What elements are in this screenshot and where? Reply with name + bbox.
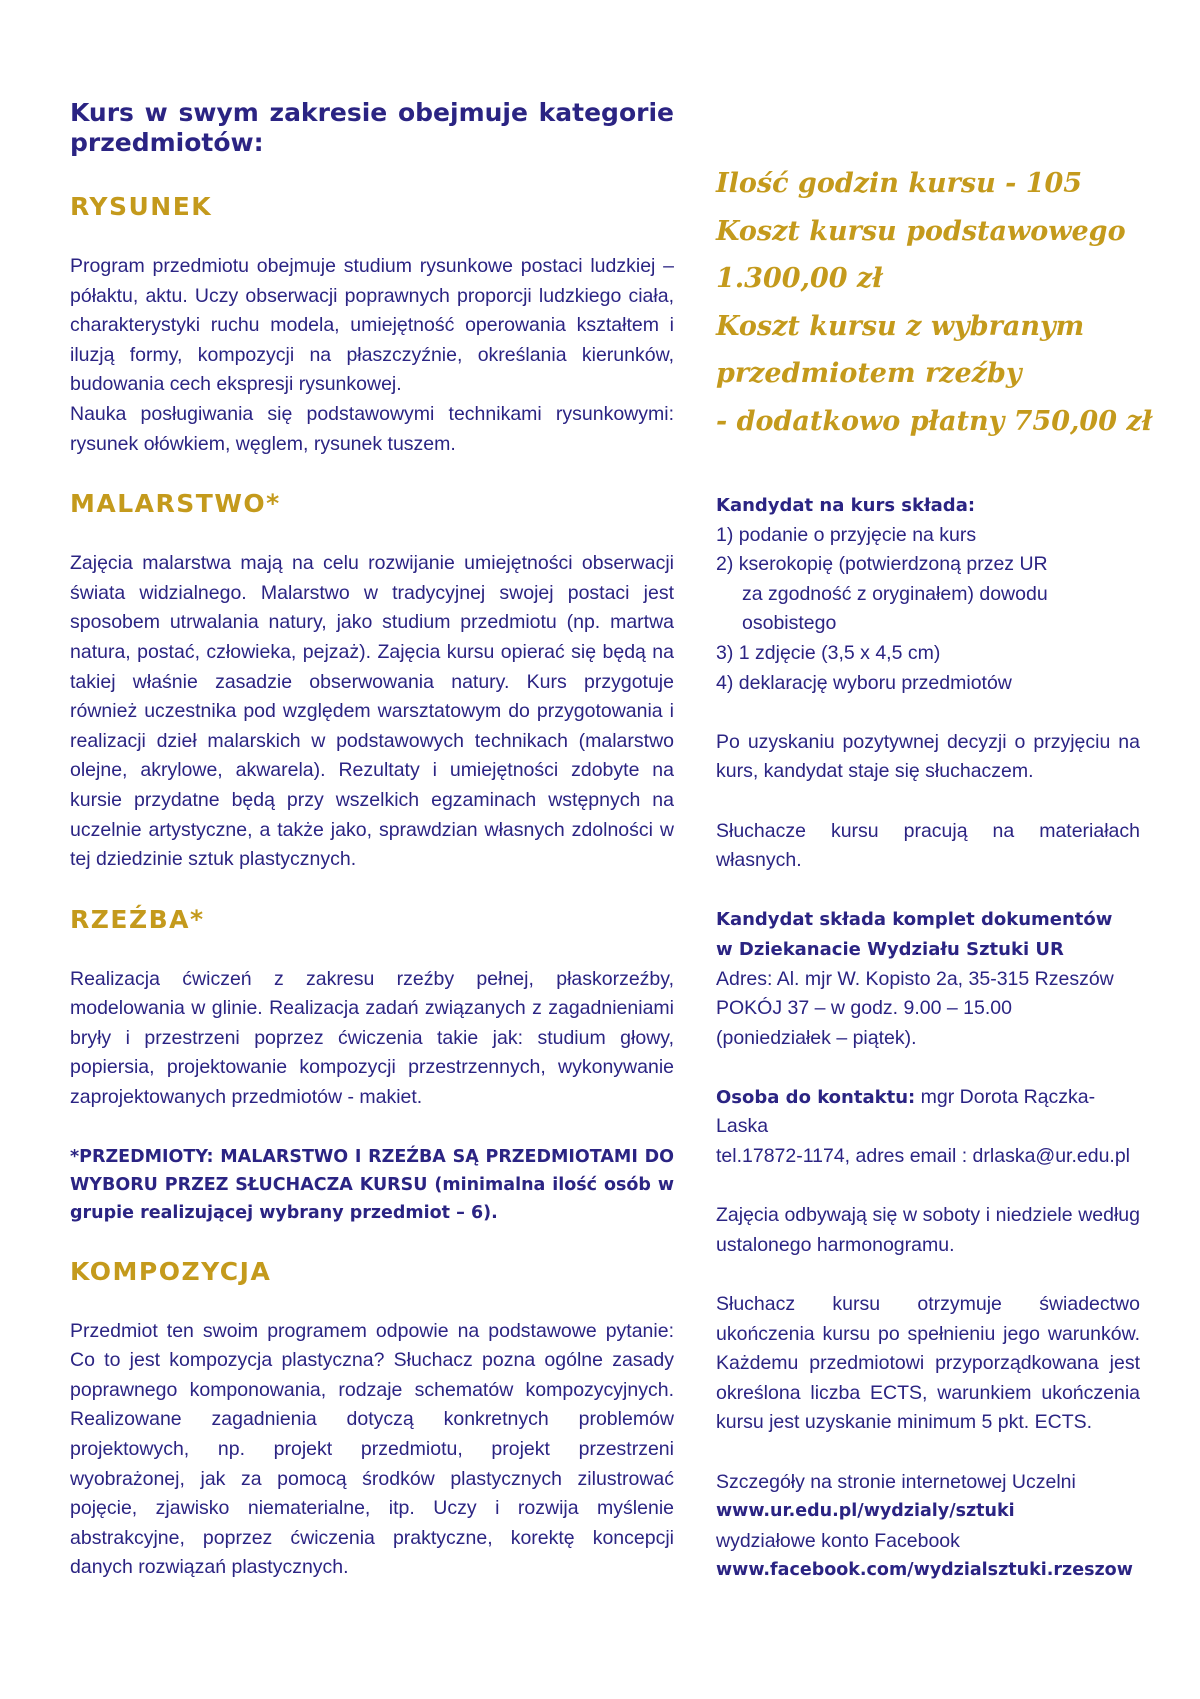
intro-heading: Kurs w swym zakresie obejmuje kategorie przedmiotów: bbox=[70, 98, 674, 157]
contact-details: tel.17872-1174, adres email : drlaska@ur.edu.pl bbox=[716, 1145, 1131, 1168]
certificate-paragraph: Słuchacz kursu otrzymuje świadectwo ukończenia kursu po spełnieniu jego warunków. Każdemu przedmiotowi przyporządkowana jest określona liczba ECTS, warunkiem ukończenia kursu jest uzyskanie minimum 5 pkt. ECTS. bbox=[716, 1293, 1140, 1434]
schedule-paragraph: Zajęcia odbywają się w soboty i niedziele według ustalonego harmonogramu. bbox=[716, 1204, 1140, 1256]
candidate-heading: Kandydat na kurs składa: bbox=[716, 495, 976, 516]
candidate-list bbox=[716, 491, 1140, 698]
pricing-line: 1.300,00 zł bbox=[716, 263, 883, 294]
section-paragraph: Realizacja ćwiczeń z zakresu rzeźby pełnej, płaskorzeźby, modelowania w glinie. Realizacja zadań związanych z zagadnieniami bryły i przestrzeni poprzez ćwiczenia takie jak: studium głowy, popiersia, projektowanie kompozycji przestrzennych, wykonywanie zaprojektowanych przedmiotów - makiet. bbox=[70, 967, 674, 1109]
documents-heading: Kandydat składa komplet dokumentów bbox=[716, 909, 1113, 931]
contact-line bbox=[716, 1083, 1140, 1142]
left-column bbox=[70, 98, 674, 1613]
decision-paragraph: Po uzyskaniu pozytywnej decyzji o przyjęciu na kurs, kandydat staje się słuchaczem. bbox=[716, 730, 1140, 783]
documents-heading: w Dziekanacie Wydziału Sztuki UR bbox=[716, 938, 1064, 960]
room-line: POKÓJ 37 – w godz. 9.00 – 15.00 bbox=[716, 997, 1012, 1020]
pricing-line: Koszt kursu z wybranym bbox=[716, 310, 1085, 342]
pricing-line: przedmiotem rzeźby bbox=[716, 358, 1022, 389]
facebook-link[interactable]: www.facebook.com/wydzialsztuki.rzeszow bbox=[716, 1560, 1133, 1581]
section-title: MALARSTWO* bbox=[70, 489, 281, 519]
section-paragraph: Zajęcia malarstwa mają na celu rozwijanie umiejętności obserwacji świata widzialnego. Malarstwo w tradycyjnej swojej postaci jest sposobem utrwalania natury, jako studium przedmiotu (np. martwa natura, postać, człowieka, pejzaż). Zajęcia kursu opierać się będą na takiej właśnie zasadzie obserwowania natury. Kurs przygotuje również uczestnika pod względem warsztatowym do przygotowania i realizacji dzieł malarskich w podstawowych technikach (malarstwo olejne, akrylowe, akwarela). Rezultaty i umiejętności zdobyte na kursie przydatne będą przy wszelkich egzaminach wstępnych na uczelnie artystyczne, a także jako, sprawdzian własnych zdolności w tej dziedzinie sztuk plastycznych. bbox=[70, 552, 674, 871]
section-paragraph: Przedmiot ten swoim programem odpowie na podstawowe pytanie: Co to jest kompozycja plastyczna? Słuchacz pozna ogólne zasady poprawnego komponowania, rodzaje schematów kompozycyjnych. Realizowane zagadnienia dotyczą konkretnych problemów projektowych, np. projekt przedmiotu, projekt przestrzeni wyobrażonej, jak za pomocą środków plastycznych zilustrować pojęcie, zjawisko niematerialne, itp. Uczy i rozwija myślenie abstrakcyjne, poprzez ćwiczenia praktyczne, korektę koncepcji danych rozwiązań plastycznych. bbox=[70, 1319, 674, 1579]
section-rzezba bbox=[70, 905, 674, 1113]
section-paragraph: Program przedmiotu obejmuje studium rysunkowe postaci ludzkiej – półaktu, aktu. Uczy obserwacji poprawnych proporcji ludzkiego ciała, charakterystyki ruchu modela, umiejętność operowania kształtem i iluzją formy, kompozycji na płaszczyźnie, określania kierunków, budowania cech ekspresji rysunkowej. bbox=[70, 255, 674, 396]
list-item: osobistego bbox=[742, 612, 837, 635]
list-item: 1) podanie o przyjęcie na kurs bbox=[716, 523, 977, 546]
section-title: RYSUNEK bbox=[70, 192, 213, 221]
section-malarstwo bbox=[70, 489, 674, 875]
documents-block bbox=[716, 905, 1140, 1053]
section-rysunek bbox=[70, 192, 674, 459]
section-kompozycja bbox=[70, 1257, 674, 1583]
list-item: 3) 1 zdjęcie (3,5 x 4,5 cm) bbox=[716, 641, 941, 664]
materials-paragraph: Słuchacze kursu pracują na materiałach własnych. bbox=[716, 819, 1140, 872]
pricing-line: Koszt kursu podstawowego bbox=[716, 215, 1126, 247]
details-block bbox=[716, 1468, 1140, 1586]
right-column bbox=[716, 160, 1153, 1586]
website-link[interactable]: www.ur.edu.pl/wydzialy/sztuki bbox=[716, 1501, 1015, 1522]
elective-note: *PRZEDMIOTY: MALARSTWO I RZEŹBA SĄ PRZEDMIOTAMI DO WYBORU PRZEZ SŁUCHACZA KURSU (minimalna ilość osób w grupie realizującej wybrany przedmiot – 6). bbox=[70, 1146, 674, 1223]
section-title: RZEŹBA* bbox=[70, 904, 205, 934]
address-line: Adres: Al. mjr W. Kopisto 2a, 35-315 Rzeszów bbox=[716, 967, 1114, 990]
contact-block bbox=[716, 1083, 1140, 1172]
facebook-label: wydziałowe konto Facebook bbox=[716, 1529, 960, 1552]
days-line: (poniedziałek – piątek). bbox=[716, 1026, 917, 1049]
pricing-block bbox=[716, 160, 1153, 445]
list-item: 2) kserokopię (potwierdzoną przez UR bbox=[716, 553, 1048, 576]
pricing-line: Ilość godzin kursu - 105 bbox=[716, 168, 1083, 199]
contact-label: Osoba do kontaktu: bbox=[716, 1086, 916, 1108]
contact-name: mgr Dorota Rączka-Laska bbox=[716, 1085, 1096, 1138]
list-item: 4) deklarację wyboru przedmiotów bbox=[716, 671, 1012, 694]
details-line: Szczegóły na stronie internetowej Uczelni bbox=[716, 1470, 1076, 1493]
section-title: KOMPOZYCJA bbox=[70, 1256, 272, 1286]
pricing-line: - dodatkowo płatny 750,00 zł bbox=[716, 405, 1153, 437]
section-paragraph: Nauka posługiwania się podstawowymi technikami rysunkowymi: rysunek ołówkiem, węglem, rysunek tuszem. bbox=[70, 402, 674, 455]
list-item: za zgodność z oryginałem) dowodu bbox=[742, 582, 1048, 605]
